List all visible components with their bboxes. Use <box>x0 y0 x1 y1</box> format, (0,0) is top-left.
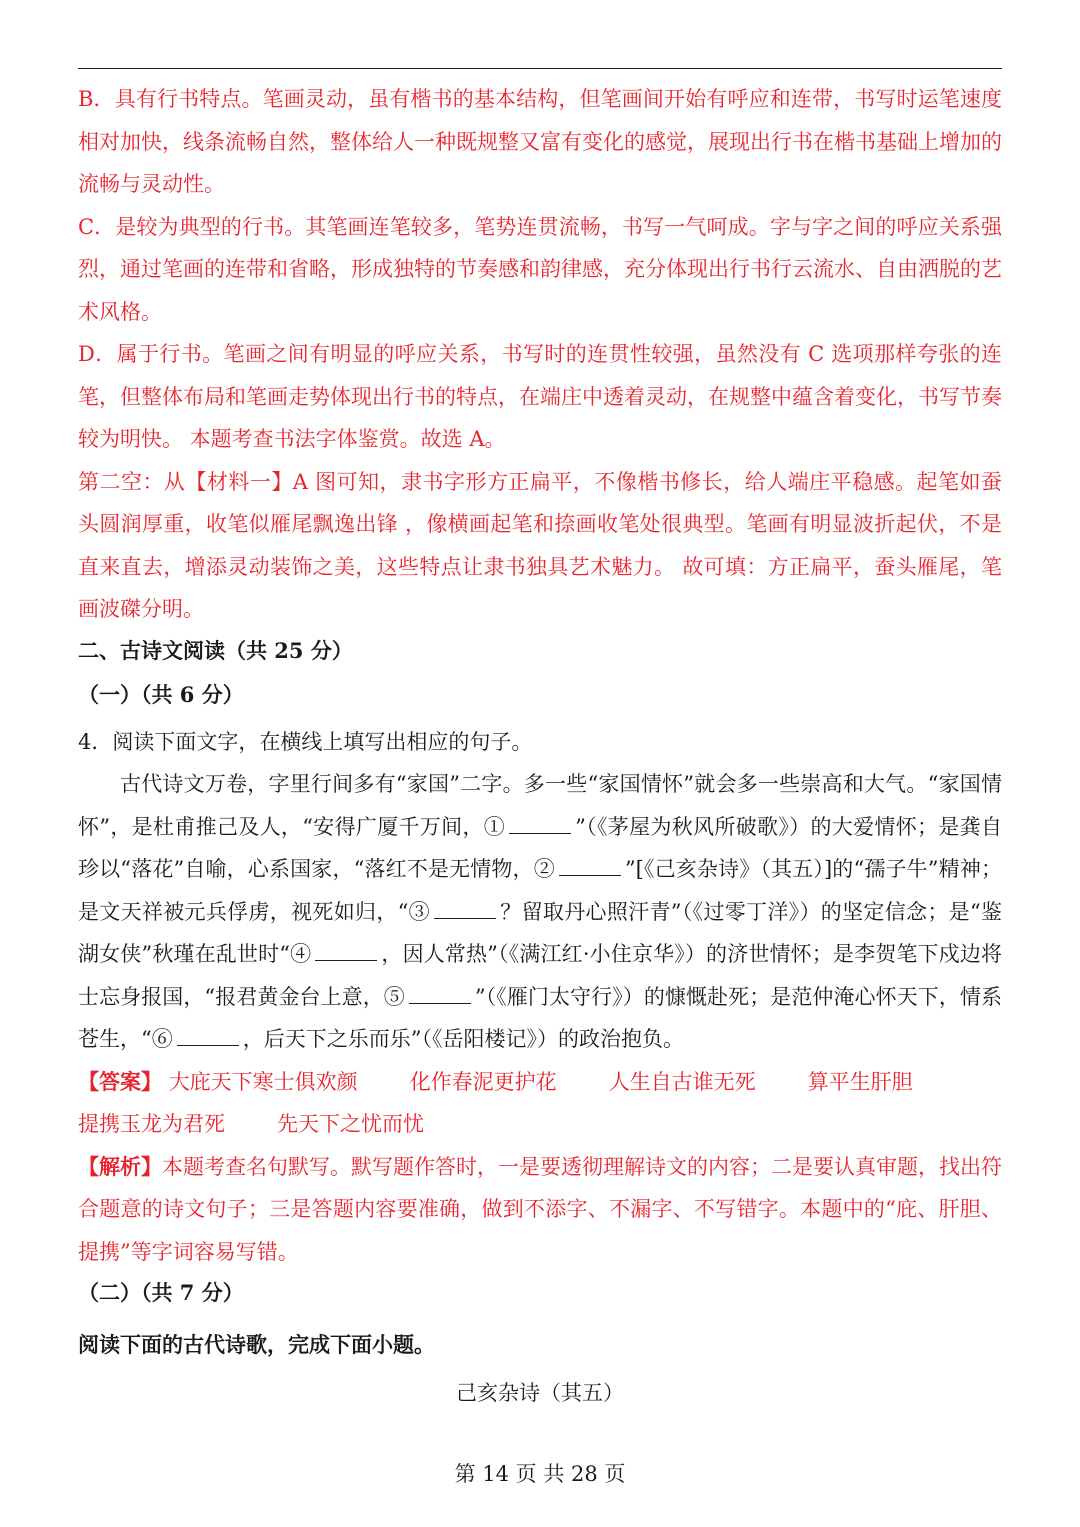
answer-item: 先天下之忧而忧 <box>277 1112 424 1136</box>
passage-segment: ，因人常热”（《满江红·小住京华》）的济世情怀；是李贺笔下戍边将士忘身报国，“报君黄金台上意，⑤ <box>78 942 1002 1009</box>
analysis-option-c: C．是较为典型的行书。其笔画连笔较多，笔势连贯流畅，书写一气呵成。字与字之间的呼应关系强烈，通过笔画的连带和省略，形成独特的节奏感和韵律感，充分体现出行书行云流水、自由洒脱的艺术风格。 <box>78 214 1002 324</box>
answer-blank-3 <box>434 896 496 919</box>
section-title: 二、古诗文阅读（共 25 分） <box>78 637 353 663</box>
poem-title: 己亥杂诗（其五） <box>456 1381 624 1405</box>
explanation-text: 本题考查名句默写。默写题作答时，一是要透彻理解诗文的内容；二是要认真审题，找出符合题意的诗文句子；三是答题内容要准确，做到不添字、不漏字、不写错字。本题中的“庇、肝胆、提携”等字词容易写错。 <box>78 1154 1002 1264</box>
answer-item: 人生自古谁无死 <box>608 1069 756 1094</box>
answer-blank-1 <box>509 811 571 834</box>
answer-blank-6 <box>177 1023 239 1046</box>
passage-segment: ，后天下之乐而乐”（《岳阳楼记》）的政治抱负。 <box>242 1027 684 1051</box>
part-one-title: （一）（共 6 分） <box>78 681 244 707</box>
answer-blank-5 <box>409 981 471 1004</box>
answer-item: 算平生肝胆 <box>807 1069 913 1094</box>
part-two-title: （二）（共 7 分） <box>78 1280 244 1305</box>
passage-segment: ”（《茅屋为秋风所破歌》）的大爱情怀；是龚自珍以“落花”自喻，心系国家，“落红不是无情物，② <box>78 814 1002 881</box>
analysis-blank-two: 第二空：从【材料一】A 图可知，隶书字形方正扁平，不像楷书修长，给人端庄平稳感。起笔如蚕头圆润厚重，收笔似雁尾飘逸出锋 ，像横画起笔和捺画收笔处很典型。笔画有明显波折起伏，不是直来直去，增添灵动装饰之美，这些特点让隶书独具艺术魅力。 故可填：方正扁平，蚕头雁尾，笔画波磔分明。 <box>78 469 1002 621</box>
passage-segment: ”[《己亥杂诗》（其五）]的“孺子牛”精神；是文天祥被元兵俘虏，视死如归，“③ <box>78 857 1002 924</box>
answer-blank-2 <box>559 853 621 876</box>
answer-item: 大庇天下寒士俱欢颜 <box>168 1069 358 1094</box>
page-number: 第 14 页 共 28 页 <box>454 1462 626 1486</box>
analysis-option-d: D．属于行书。笔画之间有明显的呼应关系，书写时的连贯性较强，虽然没有 C 选项那样夸张的连笔，但整体布局和笔画走势体现出行书的特点，在端庄中透着灵动，在规整中蕴含着变化，书写节奏较为明快。 本题考查书法字体鉴赏。故选 A。 <box>78 342 1002 451</box>
answer-label: 【答案】 <box>78 1068 162 1094</box>
explanation-label: 【解析】 <box>78 1153 162 1179</box>
answer-item: 提携玉龙为君死 <box>78 1112 225 1136</box>
reading-prompt: 阅读下面的古代诗歌，完成下面小题。 <box>78 1332 435 1357</box>
passage-segment: 古代诗文万卷，字里行间多有“家国”二字。多一些“家国情怀”就会多一些崇高和大气。“家国情怀”，是杜甫推己及人，“安得广厦千万间，① <box>78 772 1002 839</box>
answer-blank-4 <box>315 938 377 961</box>
passage-segment: ”（《雁门太守行》）的慷慨赴死；是范仲淹心怀天下，情系苍生，“⑥ <box>78 984 1002 1051</box>
passage-segment: ？留取丹心照汗青”（《过零丁洋》）的坚定信念；是“鉴湖女侠”秋瑾在乱世时“④ <box>78 899 1003 966</box>
answer-item: 化作春泥更护花 <box>409 1069 557 1094</box>
analysis-option-b: B．具有行书特点。笔画灵动，虽有楷书的基本结构，但笔画间开始有呼应和连带，书写时运笔速度相对加快，线条流畅自然，整体给人一种既规整又富有变化的感觉，展现出行书在楷书基础上增加的流畅与灵动性。 <box>78 87 1002 196</box>
question-4-passage <box>78 763 1002 1061</box>
answer-block <box>78 1061 1002 1146</box>
question-4-prompt: 4．阅读下面文字，在横线上填写出相应的句子。 <box>78 729 533 754</box>
header-rule <box>78 68 1002 69</box>
page-content <box>78 78 1002 1415</box>
explanation-block <box>78 1146 1002 1274</box>
